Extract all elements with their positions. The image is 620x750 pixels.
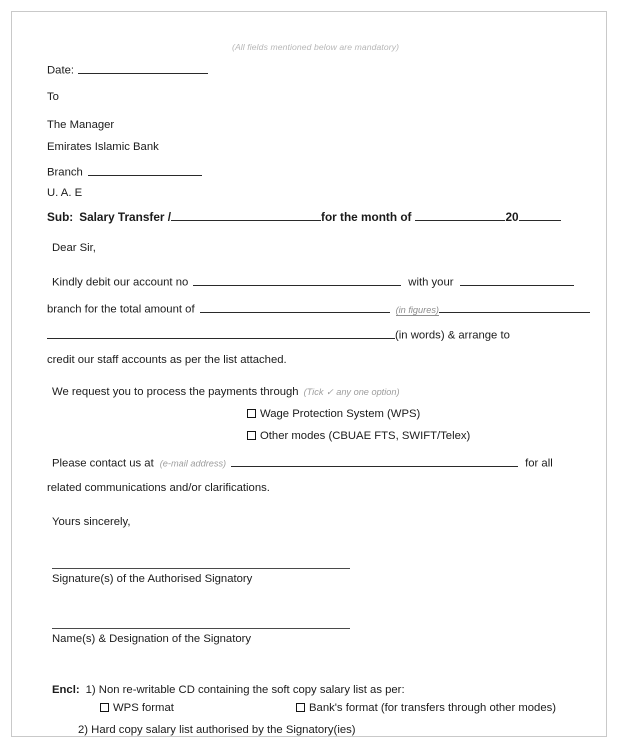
bank-name: Emirates Islamic Bank: [47, 141, 159, 153]
manager-label: The Manager: [47, 119, 115, 131]
contact-suffix: for all: [525, 457, 553, 470]
salutation: Dear Sir,: [52, 242, 96, 254]
signature-line[interactable]: [52, 568, 350, 569]
encl-wps-format-label: WPS format: [113, 702, 174, 714]
encl-bank-format-label: Bank's format (for transfers through other modes): [309, 702, 557, 714]
mandatory-fields-note: (All fields mentioned below are mandatory): [232, 42, 400, 52]
contact-row: [52, 456, 553, 470]
credit-accounts-line: credit our staff accounts as per the list attached.: [47, 354, 287, 366]
debit-account-row: [52, 275, 574, 289]
subject-year-prefix: 20: [505, 210, 519, 225]
enclosure-item-2: 2) Hard copy salary list authorised by the Signatory(ies): [78, 724, 356, 736]
option-wps-row[interactable]: [247, 409, 420, 420]
checkbox-other-modes[interactable]: [247, 431, 256, 440]
subject-title: Salary Transfer /: [79, 210, 172, 225]
with-your-label: with your: [408, 276, 454, 289]
document-page: [11, 11, 607, 737]
closing-line: Yours sincerely,: [52, 516, 131, 528]
contact-prefix: Please contact us at: [52, 457, 154, 470]
amount-figures-rule[interactable]: [200, 302, 390, 313]
in-words-row: [47, 328, 510, 342]
tick-option-note: (Tick ✓ any one option): [303, 387, 400, 397]
subject-name-rule[interactable]: [171, 210, 321, 221]
debit-account-label: Kindly debit our account no: [52, 276, 189, 289]
option-other-modes-row[interactable]: [247, 431, 470, 442]
date-input-rule[interactable]: [78, 63, 208, 74]
enclosures-row: [52, 685, 405, 696]
branch-name-rule[interactable]: [460, 275, 574, 286]
enclosure-item-1: 1) Non re-writable CD containing the soft copy salary list as per:: [85, 684, 405, 696]
name-designation-line[interactable]: [52, 628, 350, 629]
checkbox-bank-format[interactable]: [296, 703, 305, 712]
option-wps-label: Wage Protection System (WPS): [260, 408, 421, 420]
subject-month-rule[interactable]: [415, 210, 505, 221]
in-words-label: (in words) & arrange to: [395, 329, 510, 342]
email-address-rule[interactable]: [231, 456, 518, 467]
name-caption: Name(s) & Designation of the Signatory: [52, 633, 252, 645]
checkbox-wage-protection-system[interactable]: [247, 409, 256, 418]
encl-wps-format-row[interactable]: [100, 703, 174, 714]
branch-row: [47, 165, 202, 179]
process-request-label: We request you to process the payments through: [52, 386, 299, 398]
process-request-row: [52, 387, 400, 398]
checkbox-wps-format[interactable]: [100, 703, 109, 712]
in-figures-note: (in figures): [395, 304, 439, 315]
branch-input-rule[interactable]: [88, 165, 202, 176]
amount-words-rule[interactable]: [47, 328, 395, 339]
country-label: U. A. E: [47, 187, 83, 199]
amount-figures-rule-2[interactable]: [439, 302, 590, 313]
option-other-modes-label: Other modes (CBUAE FTS, SWIFT/Telex): [260, 430, 471, 442]
date-row: [47, 63, 208, 77]
subject-year-rule[interactable]: [519, 210, 561, 221]
total-amount-label: branch for the total amount of: [47, 303, 195, 316]
to-label: To: [47, 91, 59, 103]
account-number-rule[interactable]: [193, 275, 401, 286]
subject-middle: for the month of: [321, 210, 412, 225]
contact-line2: related communications and/or clarifications.: [47, 482, 270, 494]
subject-prefix: Sub:: [47, 210, 74, 225]
enclosures-label: Encl:: [52, 684, 80, 696]
branch-label: Branch: [47, 166, 83, 179]
signature-caption: Signature(s) of the Authorised Signatory: [52, 573, 253, 585]
subject-row: [47, 210, 561, 224]
email-address-note: (e-mail address): [159, 458, 227, 469]
date-label: Date:: [47, 64, 75, 77]
encl-bank-format-row[interactable]: [296, 703, 556, 714]
total-amount-row: [47, 302, 590, 316]
